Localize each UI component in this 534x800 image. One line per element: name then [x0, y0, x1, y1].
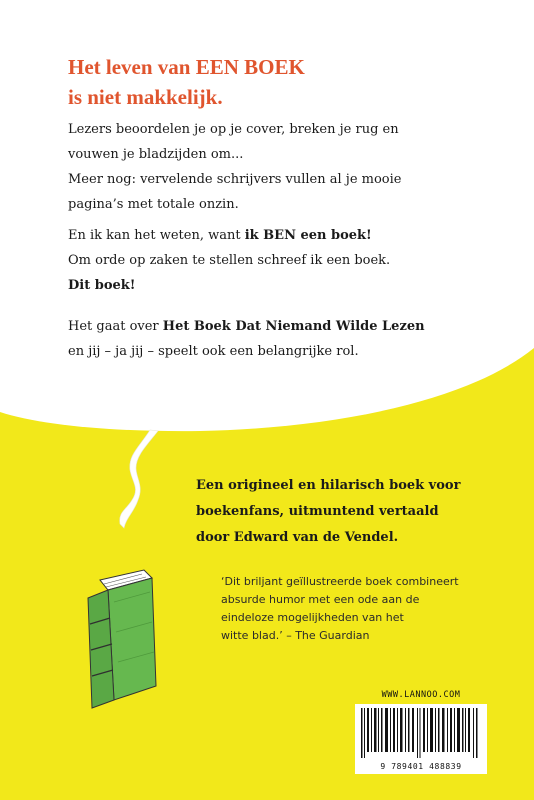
headline-line-1: Het leven van EEN BOEK [68, 55, 305, 79]
paragraph-1-line-4: pagina’s met totale onzin. [68, 197, 239, 212]
barcode-bars [361, 708, 481, 758]
speech-bubble-tail [120, 430, 158, 528]
blurb-line-2: boekenfans, uitmuntend vertaald [196, 504, 439, 519]
quote-line-3: eindeloze mogelijkheden van het [221, 611, 404, 624]
paragraph-3 [68, 314, 488, 364]
paragraph-2-line-1 [68, 223, 488, 248]
quote-line-1: ‘Dit briljant geïllustreerde boek combineert [221, 575, 459, 588]
paragraph-1-line-1: Lezers beoordelen je op je cover, breken je rug en [68, 122, 399, 137]
headline-line-2: is niet makkelijk. [68, 85, 223, 109]
publisher-url[interactable]: WWW.LANNOO.COM [381, 690, 461, 700]
paragraph-2 [68, 223, 488, 298]
paragraph-3-line-1-prefix: Het gaat over [68, 319, 163, 334]
paragraph-3-line-1-bold: Het Boek Dat Niemand Wilde Lezen [162, 319, 425, 334]
isbn-number: 9 789401 488839 [380, 762, 462, 771]
paragraph-3-line-1 [68, 314, 488, 339]
green-book-icon [70, 562, 170, 712]
blurb [196, 473, 496, 551]
quote-line-2: absurde humor met een ode aan de [221, 593, 420, 606]
headline [68, 52, 488, 112]
blurb-line-1: Een origineel en hilarisch boek voor [196, 478, 461, 493]
paragraph-2-line-2: Om orde op zaken te stellen schreef ik een boek. [68, 253, 391, 268]
paragraph-2-line-3-bold: Dit boek! [68, 278, 136, 293]
review-quote [221, 573, 491, 645]
paragraph-2-line-1-prefix: En ik kan het weten, want [68, 228, 245, 243]
paragraph-1 [68, 117, 488, 217]
barcode-icon [355, 704, 487, 774]
quote-line-4: witte blad.’ – The Guardian [221, 629, 370, 642]
paragraph-1-line-2: vouwen je bladzijden om... [68, 147, 244, 162]
blurb-line-3: door Edward van de Vendel. [196, 530, 399, 545]
paragraph-2-line-3 [68, 273, 488, 298]
paragraph-2-line-1-bold: ik BEN een boek! [244, 228, 372, 243]
paragraph-1-line-3: Meer nog: vervelende schrijvers vullen al je mooie [68, 172, 402, 187]
paragraph-3-line-2: en jij – ja jij – speelt ook een belangrijke rol. [68, 344, 359, 359]
